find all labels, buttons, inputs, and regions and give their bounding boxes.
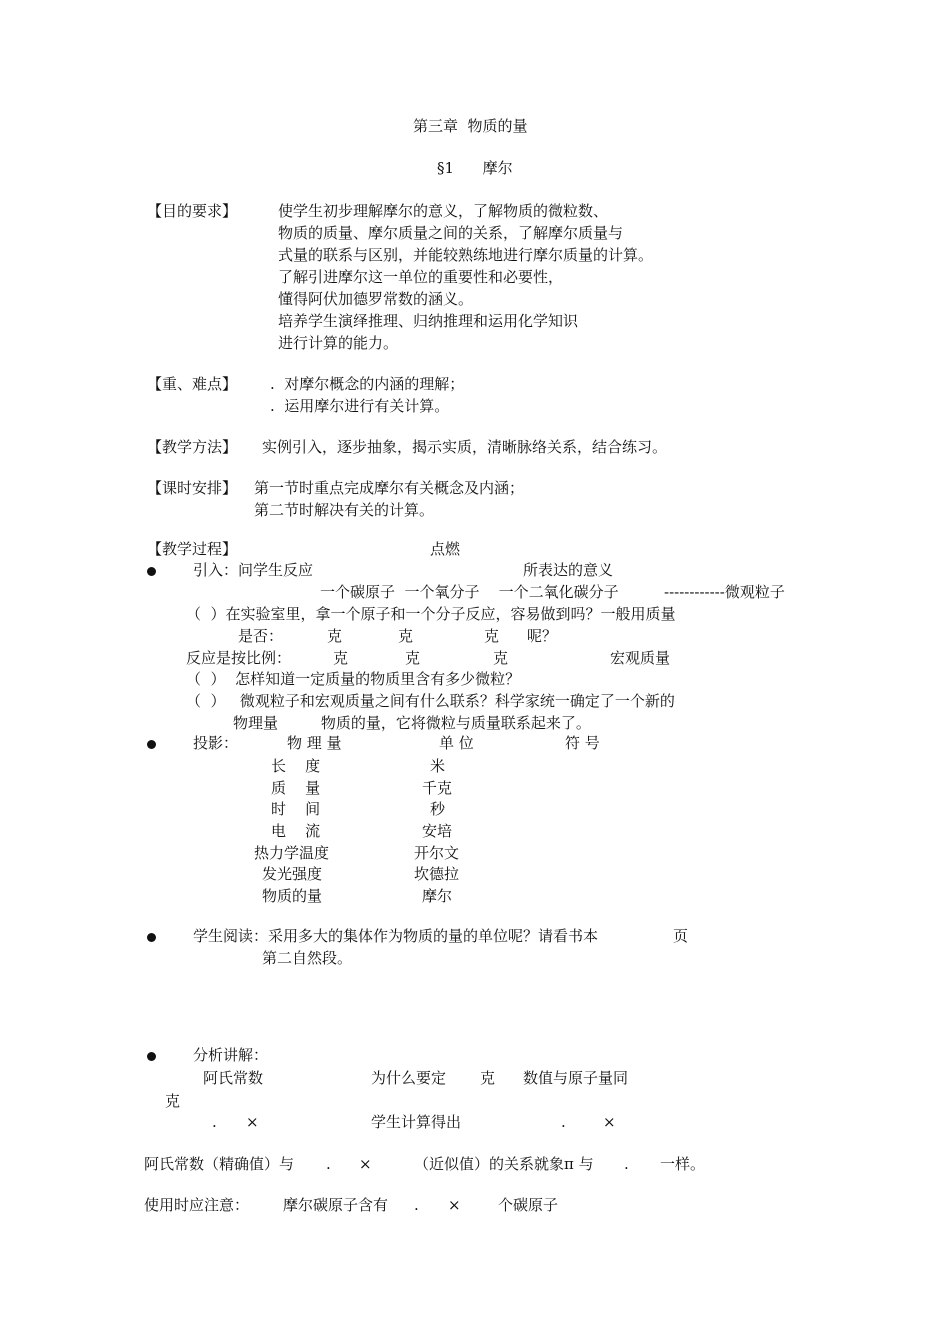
analysis-student-calc: 学生计算得出 [371, 1113, 462, 1131]
relation-b: （近似值）的关系就象π 与 [414, 1155, 594, 1173]
usage-b: 摩尔碳原子含有 [283, 1196, 389, 1214]
unit-gram: 克 [405, 649, 421, 667]
ignite-text: 点燃 [430, 540, 461, 558]
table-cell-quantity: 电 流 [271, 822, 321, 840]
schedule-line: 第二节时解决有关的计算。 [254, 501, 435, 519]
table-cell-unit: 坎德拉 [414, 865, 460, 883]
table-cell-unit: 摩尔 [422, 887, 453, 905]
chapter-title: 第三章 物质的量 [413, 117, 528, 135]
table-header: 符 号 [565, 734, 600, 752]
unit-gram: 克 [398, 627, 414, 645]
table-cell-unit: 开尔文 [414, 844, 460, 862]
unit-gram: 克 [493, 649, 509, 667]
bullet-icon [147, 567, 156, 576]
objectives-line: 了解引进摩尔这一单位的重要性和必要性， [278, 268, 564, 286]
method-label: 【教学方法】 [147, 438, 238, 456]
table-cell-quantity: 热力学温度 [254, 844, 330, 862]
times-mark: × [359, 1155, 372, 1173]
analysis-label: 分析讲解： [193, 1046, 269, 1064]
table-cell-unit: 千克 [422, 779, 453, 797]
unit-gram: 克 [327, 627, 343, 645]
usage-c: 个碳原子 [498, 1196, 559, 1214]
projection-label: 投影： [193, 734, 239, 752]
usage-a: 使用时应注意： [144, 1196, 250, 1214]
unit-gram: 克 [484, 627, 500, 645]
table-cell-unit: 秒 [430, 800, 446, 818]
objectives-line: 物质的质量、摩尔质量之间的关系，了解摩尔质量与 [278, 224, 624, 242]
process-label: 【教学过程】 [147, 540, 238, 558]
dot-mark: . [561, 1113, 566, 1131]
intro-question-1: （ ）在实验室里，拿一个原子和一个分子反应，容易做到吗？一般用质量 [186, 605, 676, 623]
relation-c: 一样。 [660, 1155, 706, 1173]
objectives-label: 【目的要求】 [147, 202, 238, 220]
intro-meaning: 所表达的意义 [523, 561, 614, 579]
method-text: 实例引入，逐步抽象，揭示实质，清晰脉络关系，结合练习。 [262, 438, 668, 456]
dot-mark: . [326, 1155, 331, 1173]
relation-a: 阿氏常数（精确值）与 [144, 1155, 295, 1173]
table-header: 物 理 量 [287, 734, 342, 752]
table-cell-quantity: 质 量 [271, 779, 321, 797]
reading-page: 页 [673, 927, 689, 945]
bullet-icon [147, 1052, 156, 1061]
objectives-line: 式量的联系与区别，并能较熟练地进行摩尔质量的计算。 [278, 246, 654, 264]
table-cell-quantity: 物质的量 [262, 887, 323, 905]
dot-mark: . [212, 1113, 217, 1131]
objectives-line: 懂得阿伏加德罗常数的涵义。 [278, 290, 474, 308]
dot-mark: . [414, 1196, 419, 1214]
intro-ratio: 反应是按比例： [186, 649, 292, 667]
schedule-label: 【课时安排】 [147, 479, 238, 497]
table-cell-unit: 米 [430, 757, 446, 775]
key-point-item: . 运用摩尔进行有关计算。 [270, 397, 450, 415]
intro-micro: ------------微观粒子 [664, 583, 785, 601]
times-mark: × [448, 1196, 461, 1214]
analysis-same: 数值与原子量同 [523, 1069, 629, 1087]
objectives-line: 培养学生演绎推理、归纳推理和运用化学知识 [278, 312, 579, 330]
reading-line-1: 学生阅读：采用多大的集体作为物质的量的单位呢？请看书本 [193, 927, 599, 945]
dot-mark: . [624, 1155, 629, 1173]
bullet-icon [147, 740, 156, 749]
intro-question-1b: 是否： [238, 627, 284, 645]
table-cell-quantity: 时 间 [271, 800, 321, 818]
objectives-line: 进行计算的能力。 [278, 334, 399, 352]
analysis-avogadro: 阿氏常数 [203, 1069, 264, 1087]
key-point-item: . 对摩尔概念的内涵的理解； [270, 375, 465, 393]
intro-ne: 呢？ [527, 627, 558, 645]
intro-particles: 一个碳原子 一个氧分子 一个二氧化碳分子 [320, 583, 619, 601]
reading-line-2: 第二自然段。 [262, 949, 353, 967]
objectives-line: 使学生初步理解摩尔的意义，了解物质的微粒数、 [278, 202, 609, 220]
analysis-why: 为什么要定 [371, 1069, 447, 1087]
times-mark: × [603, 1113, 616, 1131]
unit-gram: 克 [480, 1069, 496, 1087]
intro-question-3b: 物理量 物质的量，它将微粒与质量联系起来了。 [233, 714, 591, 732]
unit-gram: 克 [333, 649, 349, 667]
intro-label: 引入：问学生反应 [193, 561, 314, 579]
table-cell-quantity: 发光强度 [262, 865, 323, 883]
table-header: 单 位 [439, 734, 474, 752]
unit-gram: 克 [165, 1092, 181, 1110]
key-points-label: 【重、难点】 [147, 375, 238, 393]
intro-macro: 宏观质量 [610, 649, 671, 667]
schedule-line: 第一节时重点完成摩尔有关概念及内涵； [254, 479, 525, 497]
bullet-icon [147, 933, 156, 942]
table-cell-unit: 安培 [422, 822, 453, 840]
times-mark: × [246, 1113, 259, 1131]
intro-question-2: （ ） 怎样知道一定质量的物质里含有多少微粒？ [186, 670, 521, 688]
section-title: §1 摩尔 [437, 159, 513, 177]
intro-question-3: （ ） 微观粒子和宏观质量之间有什么联系？科学家统一确定了一个新的 [186, 692, 675, 710]
table-cell-quantity: 长 度 [271, 757, 321, 775]
